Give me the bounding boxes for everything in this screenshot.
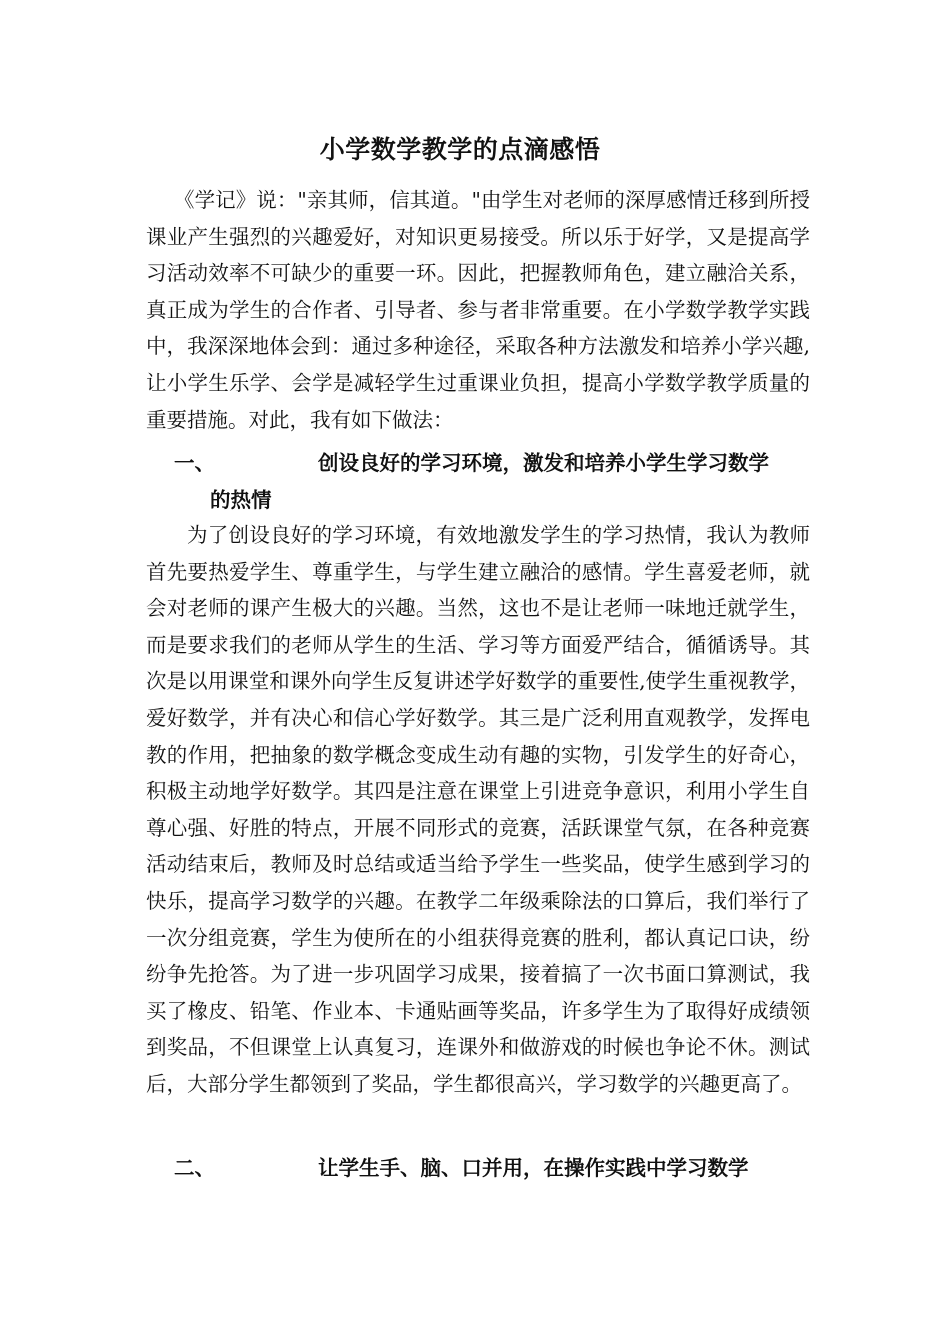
paragraph-intro: 《学记》说："亲其师，信其道。"由学生对老师的深厚感情迁移到所授课业产生强烈的兴趣爱好，对知识更易接受。所以乐于好学，又是提高学习活动效率不可缺少的重要一环。因此，把握教师角色，建立融洽关系，真正成为学生的合作者、引导者、参与者非常重要。在小学数学教学实践中，我深深地体会到：通过多种途径，采取各种方法激发和培养小学兴趣,让小学生乐学、会学是减轻学生过重课业负担，提高小学数学教学质量的重要措施。对此，我有如下做法： xyxy=(146,188,810,432)
section-heading-1-text: 创设良好的学习环境，激发和培养小学生学习数学 xyxy=(318,451,769,475)
section-heading-1-text-continued: 的热情 xyxy=(210,487,272,512)
paragraph-section-1: 为了创设良好的学习环境，有效地激发学生的学习热情，我认为教师首先要热爱学生、尊重学生，与学生建立融洽的感情。学生喜爱老师，就会对老师的课产生极大的兴趣。当然，这也不是让老师一味地迁就学生，而是要求我们的老师从学生的生活、学习等方面爱严结合，循循诱导。其次是以用课堂和课外向学生反复讲述学好数学的重要性,使学生重视教学，爱好数学，并有决心和信心学好数学。其三是广泛利用直观教学，发挥电教的作用，把抽象的数学概念变成生动有趣的实物，引发学生的好奇心，积极主动地学好数学。其四是注意在课堂上引进竞争意识，利用小学生自尊心强、好胜的特点，开展不同形式的竞赛，活跃课堂气氛，在各种竞赛活动结束后，教师及时总结或适当给予学生一些奖品，使学生感到学习的快乐，提高学习数学的兴趣。在教学二年级乘除法的口算后，我们举行了一次分组竞赛，学生为使所在的小组获得竞赛的胜利，都认真记口诀，纷纷争先抢答。为了进一步巩固学习成果，接着搞了一次书面口算测试，我买了橡皮、铅笔、作业本、卡通贴画等奖品，许多学生为了取得好成绩领到奖品，不但课堂上认真复习，连课外和做游戏的时候也争论不休。测试后，大部分学生都领到了奖品，学生都很高兴，学习数学的兴趣更高了。 xyxy=(146,523,810,1096)
section-heading-2-number: 二、 xyxy=(174,1156,215,1180)
document-title: 小学数学教学的点滴感悟 xyxy=(319,135,601,164)
section-heading-2 xyxy=(146,1150,810,1187)
section-heading-1 xyxy=(146,445,810,518)
section-heading-1-number: 一、 xyxy=(174,451,215,475)
section-heading-2-text: 让学生手、脑、口并用，在操作实践中学习数学 xyxy=(318,1156,749,1180)
